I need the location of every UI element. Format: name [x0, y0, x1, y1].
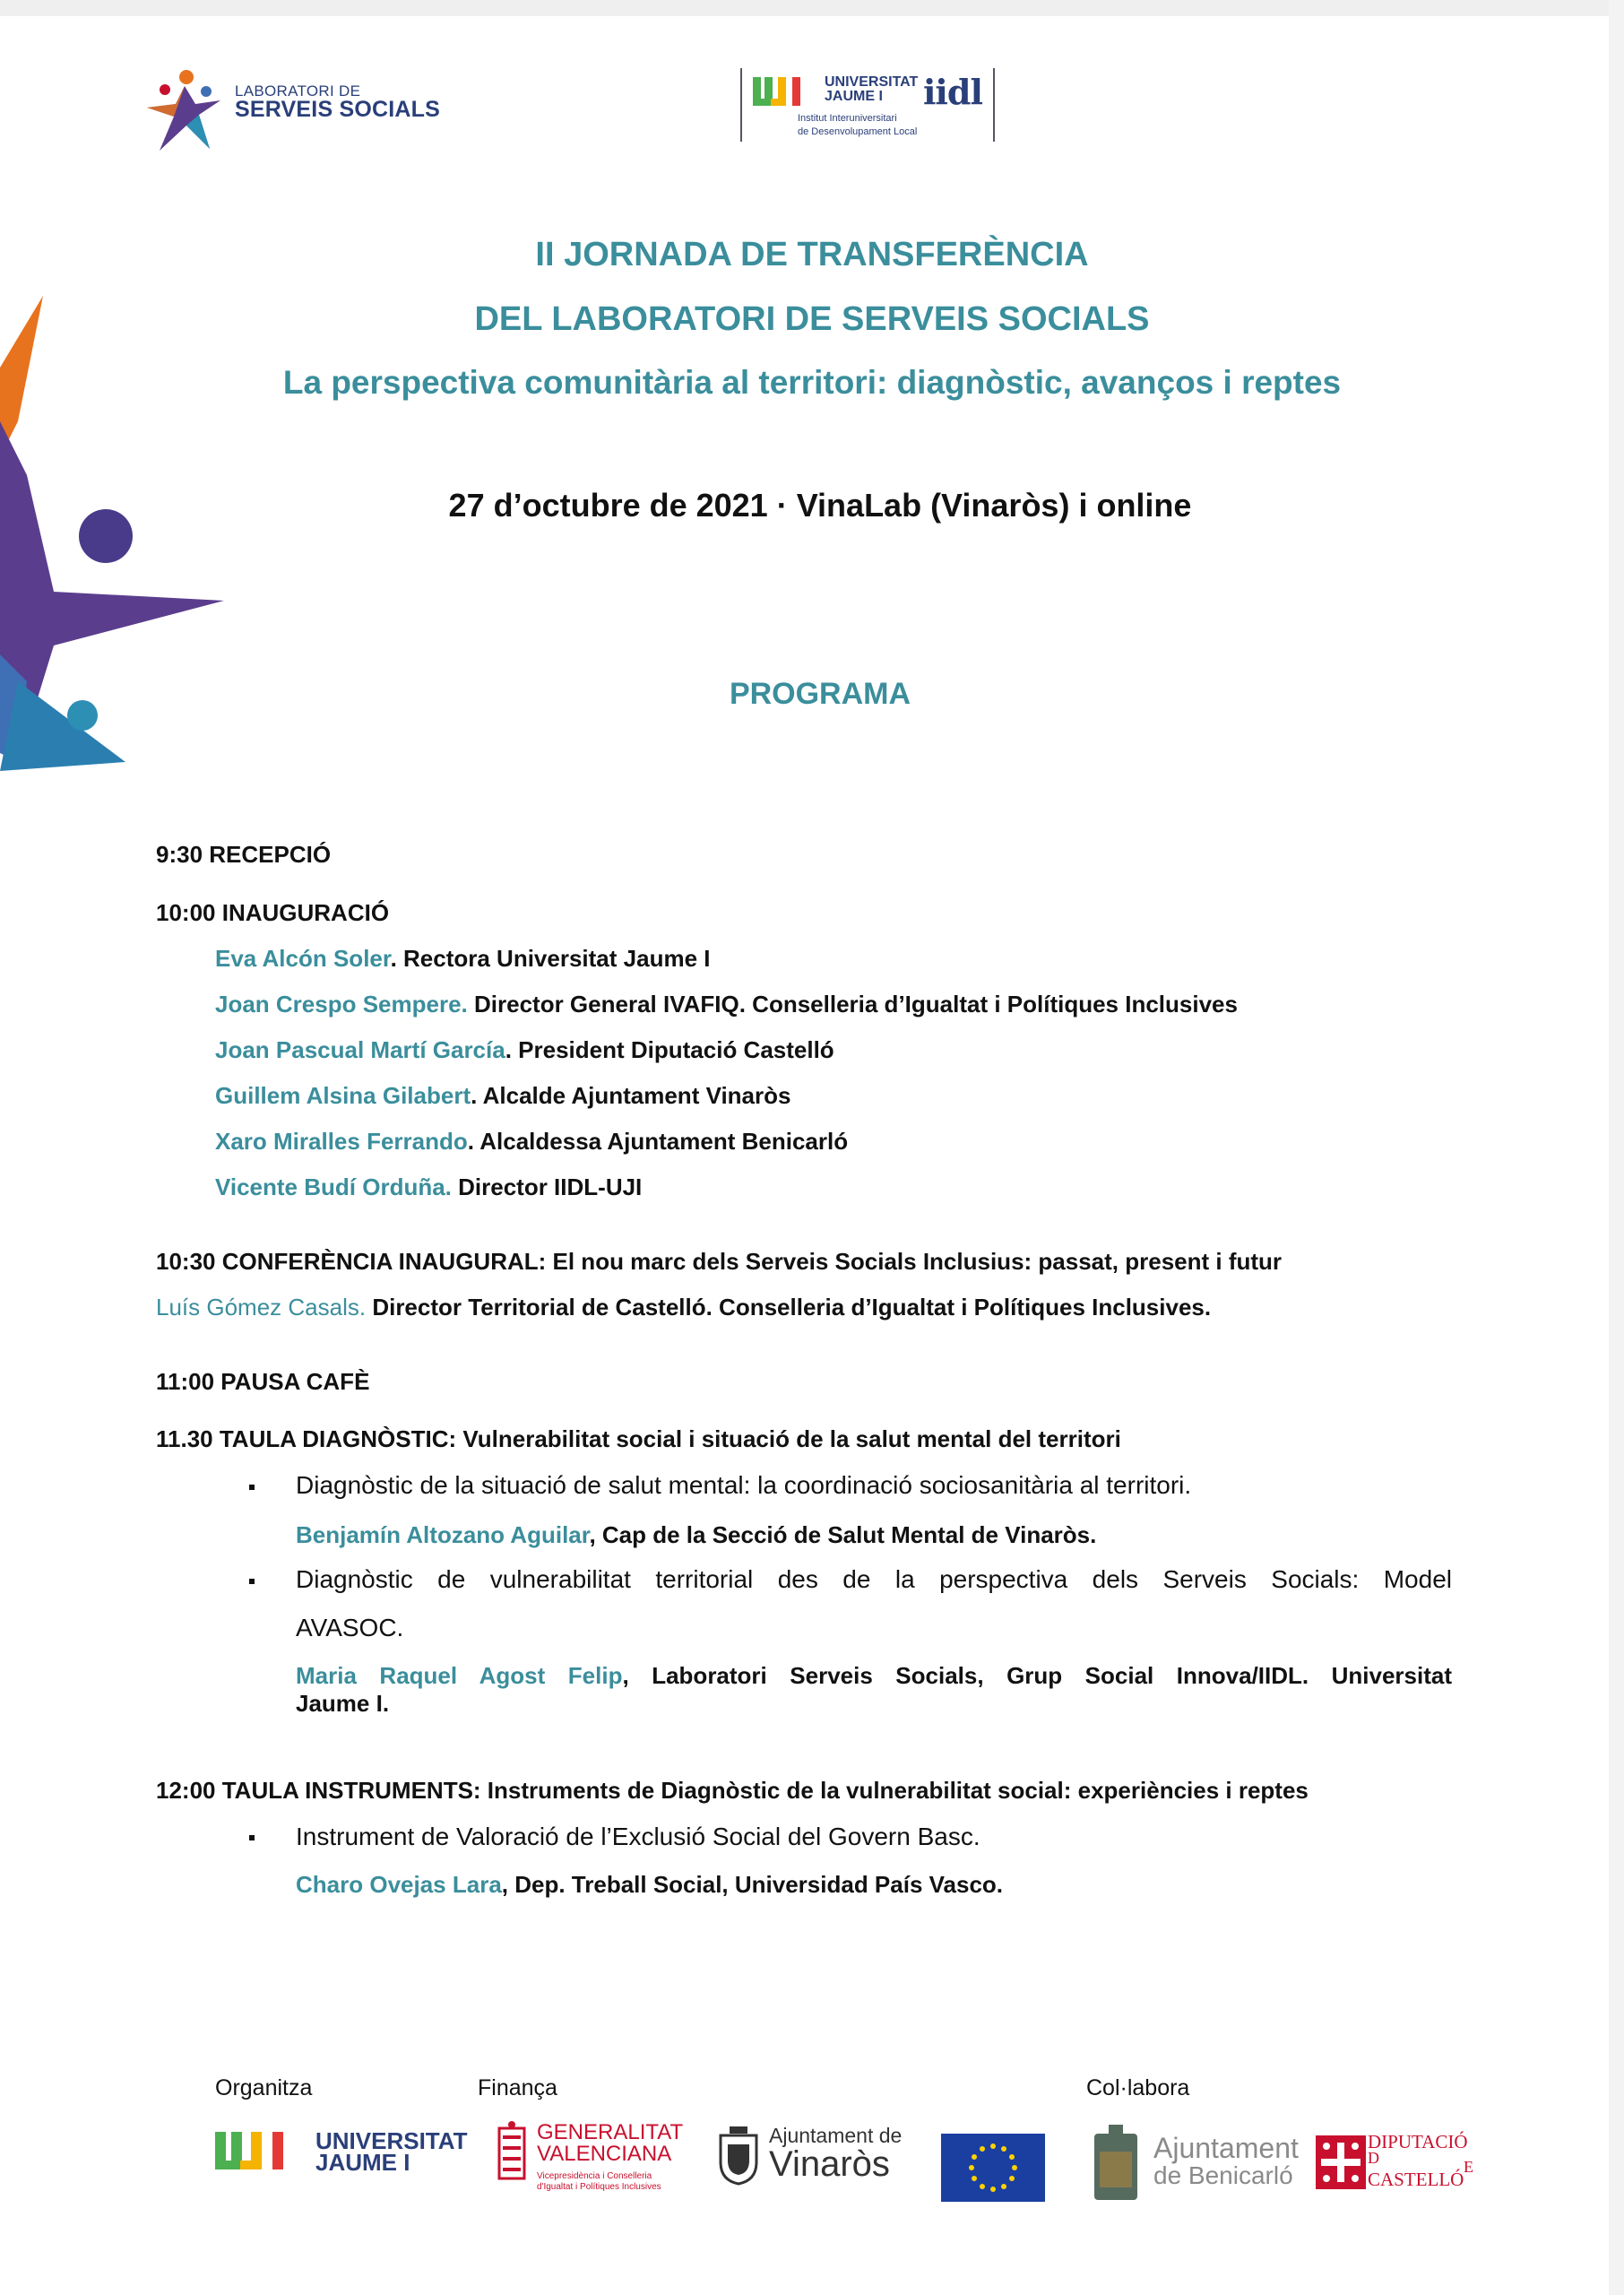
- diputacio-cross-icon: [1316, 2135, 1366, 2189]
- right-edge-strip: [1609, 0, 1624, 2295]
- footer-gva-sub2: d'Igualtat i Polítiques Inclusives: [537, 2182, 661, 2192]
- speaker-name: Benjamín Altozano Aguilar: [296, 1521, 590, 1548]
- speaker-row: [215, 945, 710, 973]
- footer-gva-sub1: Vicepresidència i Conselleria: [537, 2171, 652, 2181]
- programa-heading: PROGRAMA: [729, 677, 911, 711]
- eu-flag-icon: [941, 2134, 1045, 2202]
- lss-logo-line1: LABORATORI DE: [235, 82, 361, 100]
- speaker-role: , Dep. Treball Social, Universidad País Vasco.: [501, 1871, 1004, 1898]
- speaker-row: [215, 1128, 848, 1156]
- vinaros-shield-icon: [717, 2126, 760, 2186]
- taula-diagnostic-heading: [156, 1425, 1121, 1453]
- taula-instruments-title: Instruments de Diagnòstic de la vulnerabilitat social: experiències i reptes: [480, 1777, 1309, 1804]
- bullet-marker: [249, 1485, 255, 1490]
- taula-diagnostic-time-label: 11.30 TAULA DIAGNÒSTIC:: [156, 1425, 457, 1452]
- footer-diputacio-line1: DIPUTACIÓ: [1368, 2131, 1468, 2152]
- speaker-name: Eva Alcón Soler: [215, 945, 391, 972]
- top-bar: [0, 0, 1609, 16]
- footer-organitza-label: Organitza: [215, 2075, 313, 2100]
- people-figures-icon: [140, 68, 229, 153]
- footer-diputacio-e: E: [1464, 2158, 1473, 2176]
- footer-benicarlo-line2: de Benicarló: [1153, 2161, 1293, 2189]
- speaker-role: . Alcalde Ajuntament Vinaròs: [471, 1082, 791, 1109]
- bullet-speaker: [296, 1662, 1452, 1690]
- bullet-text-line2: AVASOC.: [296, 1614, 404, 1641]
- footer-diputacio-line3: CASTELLÓ: [1368, 2169, 1464, 2190]
- footer-vinaros-line1: Ajuntament de: [769, 2124, 903, 2147]
- footer-diputacio-logo: [1316, 2132, 1486, 2195]
- footer-collabora-label: Col·labora: [1086, 2075, 1190, 2100]
- footer-benicarlo-line1: Ajuntament: [1153, 2132, 1299, 2164]
- speaker-name: Charo Ovejas Lara: [296, 1871, 502, 1898]
- speaker-row: [215, 1036, 834, 1064]
- conferencia-heading: [156, 1248, 1282, 1276]
- speaker-name: Maria Raquel Agost Felip: [296, 1662, 623, 1689]
- bullet-text: Diagnòstic de la situació de salut mental: la coordinació sociosanitària al territori.: [296, 1471, 1192, 1499]
- conferencia-title: El nou marc dels Serveis Socials Inclusius: passat, present i futur: [546, 1248, 1283, 1275]
- footer-generalitat-logo: [497, 2117, 713, 2207]
- laboratori-serveis-socials-logo: [134, 63, 457, 161]
- taula-instruments-time-label: 12:00 TAULA INSTRUMENTS:: [156, 1777, 481, 1804]
- footer-benicarlo-logo: [1089, 2125, 1304, 2205]
- conferencia-time-label: 10:30 CONFERÈNCIA INAUGURAL:: [156, 1248, 547, 1275]
- title-line2: DEL LABORATORI DE SERVEIS SOCIALS: [474, 300, 1150, 338]
- taula-diagnostic-title: Vulnerabilitat social i situació de la salut mental del territori: [456, 1425, 1121, 1452]
- speaker-name: Joan Crespo Sempere.: [215, 991, 468, 1018]
- uji-sub-line2: de Desenvolupament Local: [798, 126, 918, 137]
- speaker-name: Joan Pascual Martí García: [215, 1036, 505, 1063]
- title-subtitle: La perspectiva comunitària al territori: diagnòstic, avanços i reptes: [282, 364, 1342, 401]
- footer-vinaros-logo: [717, 2123, 919, 2195]
- footer-gva-line1: GENERALITAT: [537, 2120, 684, 2144]
- footer-gva-line2: VALENCIANA: [537, 2142, 672, 2166]
- conferencia-speaker: [156, 1294, 1211, 1321]
- speaker-role: . President Diputació Castelló: [505, 1036, 834, 1063]
- footer-uji-line1: UNIVERSITAT: [315, 2127, 468, 2154]
- bullet-speaker: [296, 1871, 1003, 1899]
- uji-mark-icon: [215, 2132, 308, 2171]
- speaker-role: Director Territorial de Castelló. Conselleria d’Igualtat i Polítiques Inclusives.: [366, 1294, 1212, 1321]
- iidl-logo-text: iidl: [923, 72, 982, 112]
- pausa-cafe-item: 11:00 PAUSA CAFÈ: [156, 1368, 370, 1395]
- speaker-row: [215, 1082, 790, 1110]
- uji-mark-icon: [753, 77, 817, 109]
- speaker-name: Luís Gómez Casals.: [156, 1294, 367, 1321]
- recepcio-item: 9:30 RECEPCIÓ: [156, 841, 332, 868]
- speaker-role: , Laboratori Serveis Socials, Grup Social Innova/IIDL. Universitat: [622, 1662, 1453, 1689]
- speaker-name: Xaro Miralles Ferrando: [215, 1128, 468, 1155]
- footer-uji-line2: JAUME I: [315, 2149, 410, 2176]
- uji-name-line1: UNIVERSITAT: [825, 74, 919, 90]
- bullet-text-line1: Diagnòstic de vulnerabilitat territorial des de la perspectiva dels Serveis Socials: Model: [296, 1565, 1452, 1593]
- speaker-role: . Alcaldessa Ajuntament Benicarló: [467, 1128, 849, 1155]
- inauguracio-item: 10:00 INAUGURACIÓ: [156, 899, 390, 926]
- footer-diputacio-d: D: [1368, 2149, 1379, 2167]
- footer-uji-logo: [215, 2126, 466, 2180]
- benicarlo-shield-icon: [1089, 2125, 1143, 2204]
- speaker-name: Guillem Alsina Gilabert: [215, 1082, 471, 1109]
- footer-financa-label: Finança: [478, 2075, 557, 2100]
- bullet-text: Instrument de Valoració de l’Exclusió Social del Govern Basc.: [296, 1823, 980, 1850]
- bullet-marker: [249, 1835, 255, 1840]
- uji-sub-line1: Institut Interuniversitari: [798, 113, 897, 124]
- speaker-name: Vicente Budí Orduña.: [215, 1173, 452, 1200]
- speaker-role: Director General IVAFIQ. Conselleria d’Igualtat i Polítiques Inclusives: [467, 991, 1238, 1018]
- bullet-marker: [249, 1579, 255, 1584]
- generalitat-crest-icon: [497, 2121, 528, 2184]
- speaker-role: . Rectora Universitat Jaume I: [390, 945, 711, 972]
- event-date-location: 27 d’octubre de 2021 · VinaLab (Vinaròs) i online: [448, 487, 1192, 524]
- lss-logo-line2: SERVEIS SOCIALS: [235, 97, 440, 122]
- speaker-role: , Cap de la Secció de Salut Mental de Vinaròs.: [589, 1521, 1097, 1548]
- speaker-role: Director IIDL-UJI: [451, 1173, 643, 1200]
- taula-instruments-heading: [156, 1777, 1309, 1805]
- title-line1: II JORNADA DE TRANSFERÈNCIA: [535, 236, 1089, 273]
- bullet-speaker: [296, 1521, 1096, 1549]
- speaker-row: [215, 1173, 642, 1201]
- speaker-row: [215, 991, 1238, 1018]
- bullet-speaker-role-line2: Jaume I.: [296, 1690, 390, 1717]
- footer-vinaros-line2: Vinaròs: [769, 2144, 890, 2184]
- uji-name-line2: JAUME I: [825, 89, 883, 104]
